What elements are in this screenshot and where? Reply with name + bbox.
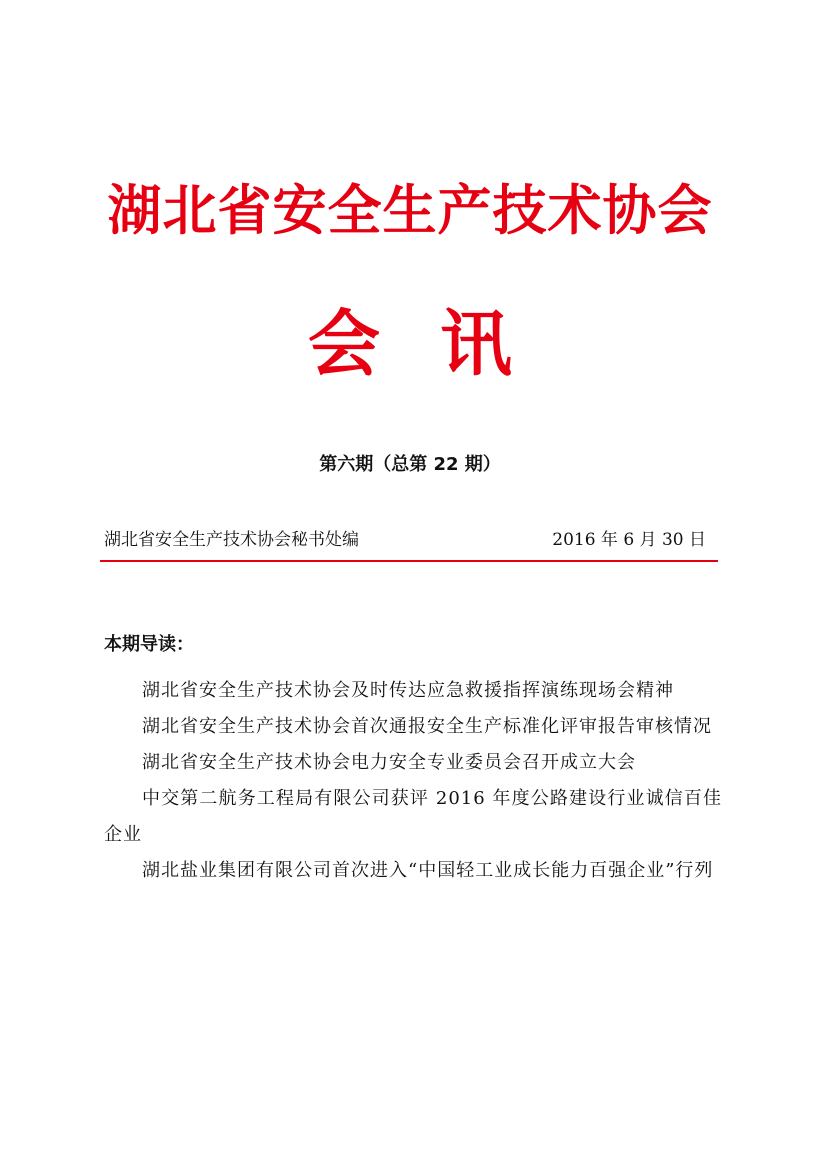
publication-date: 2016 年 6 月 30 日 — [552, 530, 706, 550]
toc-item: 中交第二航务工程局有限公司获评 2016 年度公路建设行业诚信百佳企业 — [104, 788, 722, 845]
publication-title: 会讯 — [307, 302, 572, 386]
toc-item: 湖北省安全生产技术协会首次通报安全生产标准化评审报告审核情况 — [142, 716, 712, 737]
red-divider — [100, 560, 718, 562]
masthead-line — [104, 527, 716, 553]
toc-heading: 本期导读： — [104, 634, 194, 655]
toc-item: 湖北省安全生产技术协会及时传达应急救援指挥演练现场会精神 — [142, 680, 674, 701]
organization-title: 湖北省安全生产技术协会 — [107, 178, 713, 242]
toc-item: 湖北省安全生产技术协会电力安全专业委员会召开成立大会 — [142, 752, 636, 773]
editor-credit: 湖北省安全生产技术协会秘书处编 — [104, 530, 359, 550]
toc-list — [104, 673, 722, 889]
toc-item: 湖北盐业集团有限公司首次进入“中国轻工业成长能力百强企业”行列 — [142, 860, 714, 881]
issue-number: 第六期（总第 22 期） — [319, 454, 501, 475]
